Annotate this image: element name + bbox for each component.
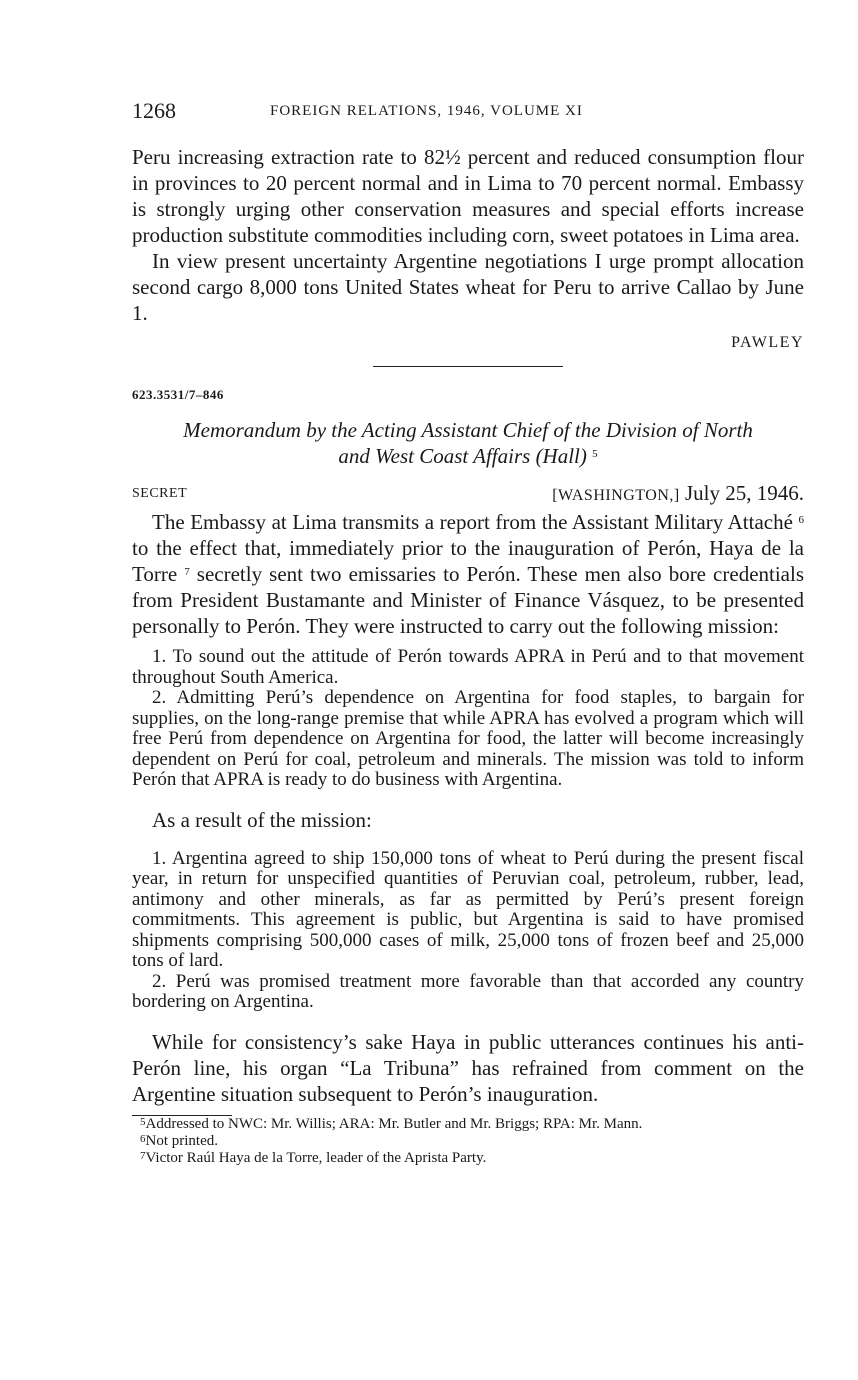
page-number: 1268 <box>132 98 176 123</box>
result-intro: As a result of the mission: <box>152 807 372 832</box>
file-number: 623.3531/7–846 <box>132 387 224 402</box>
footnote-5 <box>132 1116 804 1133</box>
footnote-7 <box>132 1150 804 1167</box>
date: July 25, 1946. <box>684 481 804 505</box>
footnote-7-number: 7 <box>140 1149 146 1162</box>
title-line-2: and West Coast Affairs (Hall) <box>338 444 587 468</box>
classification-label: SECRET <box>132 486 188 501</box>
intro-text-c: secretly sent two emissaries to Perón. These men also bore credentials from President Bustamante and Minister of Finance Vásquez, to be presented personally to Perón. They were instructed to carry out the following mission: <box>132 562 805 638</box>
intro-text-a: The Embassy at Lima transmits a report from the Assistant Military Attaché <box>152 510 793 534</box>
intro-paragraph <box>132 509 804 639</box>
running-head: FOREIGN RELATIONS, 1946, VOLUME XI <box>270 103 583 119</box>
footnote-ref-5: 5 <box>592 448 598 460</box>
section-divider <box>373 366 563 367</box>
date-line <box>552 481 804 506</box>
prev-doc-paragraph-1: Peru increasing extraction rate to 82½ percent and reduced consumption flour in provinces to 20 percent normal and in Lima to 70 percent normal. Embassy is strongly urging other conservation measures and special efforts increase production substitute commodities including corn, sweet potatoes in Lima area. <box>132 145 804 247</box>
footnote-5-text: Addressed to NWC: Mr. Willis; ARA: Mr. Butler and Mr. Briggs; RPA: Mr. Mann. <box>145 1115 643 1132</box>
closing-paragraph: While for consistency’s sake Haya in public utterances continues his anti-Perón line, his organ “La Tribuna” has refrained from comment on the Argentine situation subsequent to Perón’s inauguration. <box>132 1029 804 1106</box>
footnote-ref-7: 7 <box>184 566 190 578</box>
footnote-6-text: Not printed. <box>145 1132 218 1149</box>
footnote-5-number: 5 <box>140 1115 146 1128</box>
title-line-1: Memorandum by the Acting Assistant Chief of the Division of North <box>183 418 753 442</box>
page-header <box>132 96 804 124</box>
prev-doc-paragraph-2: In view present uncertainty Argentine negotiations I urge prompt allocation second cargo 8,000 tons United States wheat for Peru to arrive Callao by June 1. <box>132 249 804 325</box>
footnote-6-number: 6 <box>140 1132 146 1145</box>
document-title <box>132 417 804 469</box>
result-item-2: 2. Perú was promised treatment more favorable than that accorded any country bordering on Argentina. <box>132 970 804 1012</box>
dateline <box>132 481 804 509</box>
footnote-6 <box>132 1133 804 1150</box>
result-item-1: 1. Argentina agreed to ship 150,000 tons of wheat to Perú during the present fiscal year, in return for unspecified quantities of Peruvian coal, petroleum, rubber, lead, antimony and other minerals, as far as permitted by Perú’s present foreign commitments. This agreement is public, but Argentina is said to have promised shipments comprising 500,000 cases of milk, 25,000 tons of frozen beef and 25,000 tons of lard. <box>132 847 804 971</box>
document-page <box>132 96 804 1167</box>
mission-item-2: 2. Admitting Perú’s dependence on Argentina for food staples, to bargain for supplies, on the long-range premise that while APRA has evolved a program which will free Perú from dependence on Argentina for food, the latter will become increasingly dependent on Perú for coal, petroleum and minerals. The mission was told to inform Perón that APRA is ready to do business with Argentina. <box>132 687 804 790</box>
signature: PAWLEY <box>731 334 804 351</box>
date-place: [WASHINGTON,] <box>552 487 680 504</box>
mission-item-1: 1. To sound out the attitude of Perón towards APRA in Perú and to that movement throughout South America. <box>132 646 804 688</box>
intro-text-b: to the effect that, immediately prior to the inauguration of Perón, Haya de la Torre <box>132 536 804 586</box>
footnote-7-text: Victor Raúl Haya de la Torre, leader of the Aprista Party. <box>145 1149 487 1166</box>
footnote-ref-6: 6 <box>798 514 805 526</box>
